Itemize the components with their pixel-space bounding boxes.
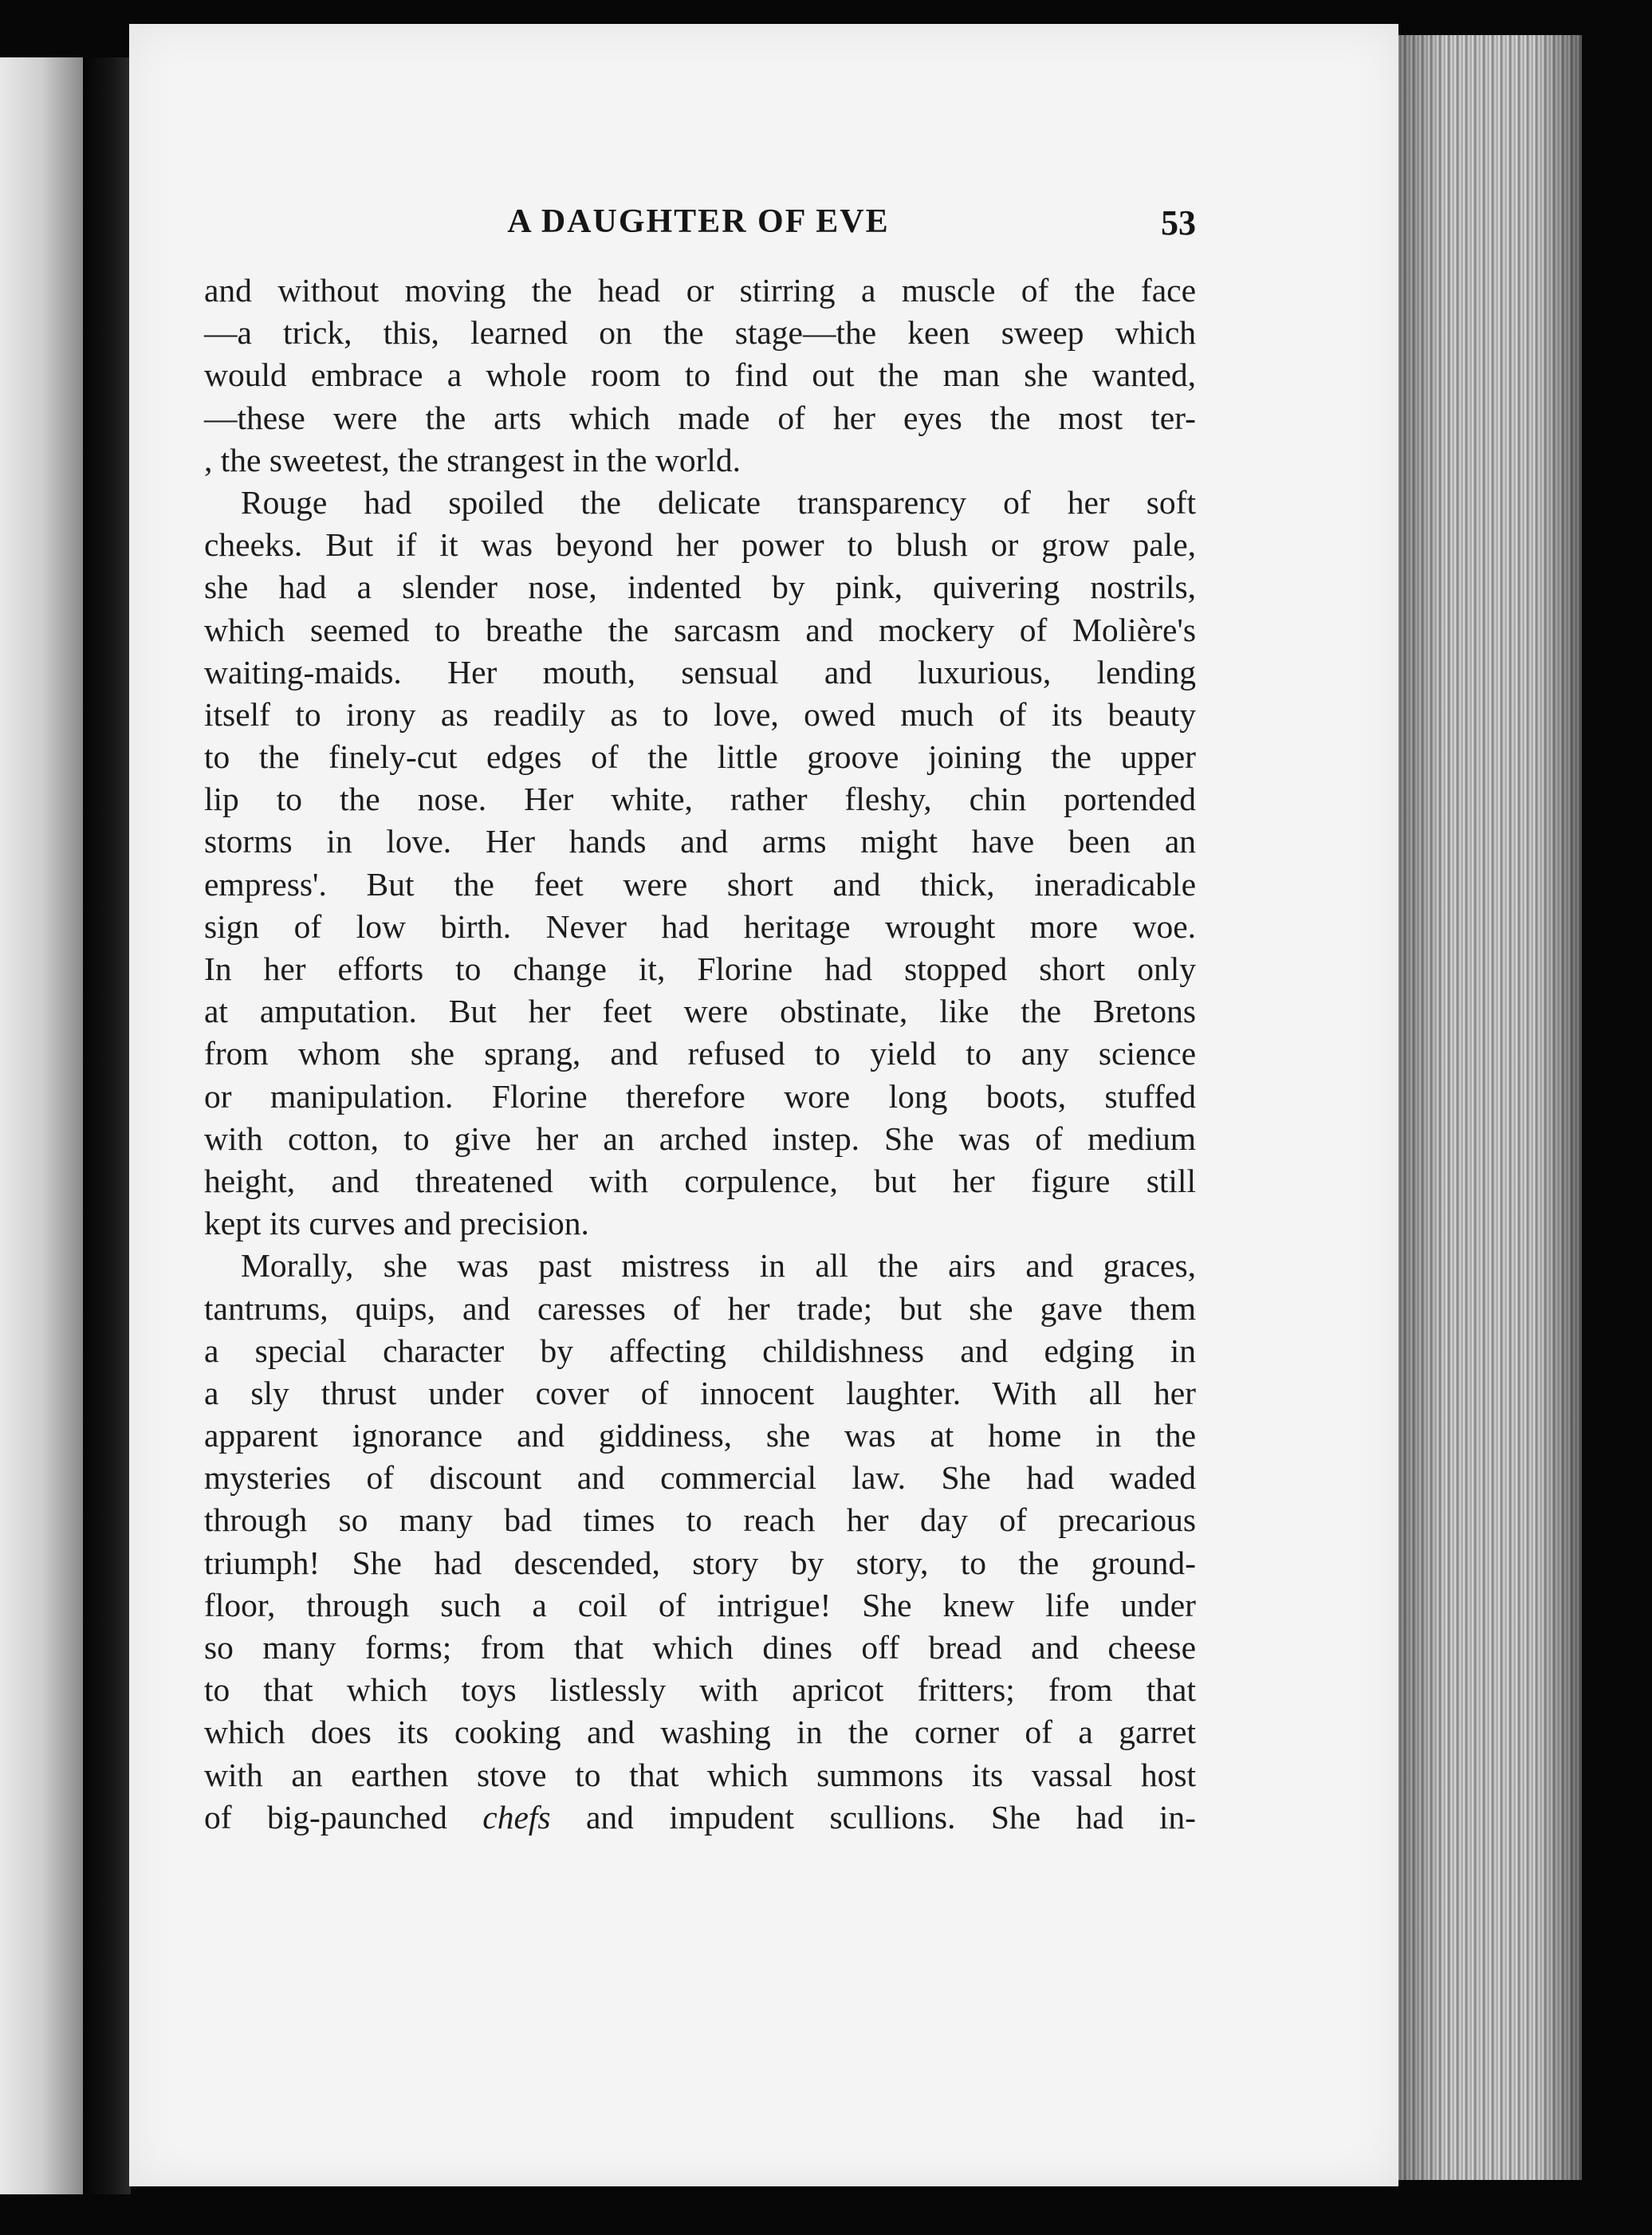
page-header	[201, 203, 1196, 250]
text-line: through so many bad times to reach her day of precarious	[204, 1501, 1196, 1539]
book-gutter	[83, 57, 131, 2194]
text-line: , the sweetest, the strangest in the world.	[204, 441, 741, 478]
text-line: kept its curves and precision.	[204, 1205, 589, 1242]
text-line: to that which toys listlessly with apricot fritters; from that	[204, 1671, 1196, 1709]
italic-word: chefs	[482, 1798, 551, 1836]
text-line: apparent ignorance and giddiness, she was at home in the	[204, 1417, 1196, 1454]
text-line: triumph! She had descended, story by story, to the ground-	[204, 1544, 1196, 1581]
text-line: —these were the arts which made of her eyes the most ter-	[204, 399, 1196, 436]
text-line: she had a slender nose, indented by pink, quivering nostrils,	[204, 569, 1196, 606]
facing-page-edge	[0, 57, 83, 2194]
text-line: itself to irony as readily as to love, owed much of its beauty	[204, 695, 1196, 733]
text-line: mysteries of discount and commercial law. She had waded	[204, 1459, 1196, 1497]
text-line: and without moving the head or stirring a muscle of the face	[204, 272, 1196, 309]
text-line: with an earthen stove to that which summons its vassal host	[204, 1756, 1196, 1793]
text-line: which does its cooking and washing in the corner of a garret	[204, 1714, 1196, 1751]
text-line: or manipulation. Florine therefore wore long boots, stuffed	[204, 1077, 1196, 1115]
text-line: —a trick, this, learned on the stage—the keen sweep which	[204, 314, 1196, 352]
text-line: empress'. But the feet were short and thick, ineradicable	[204, 865, 1196, 903]
text-line: would embrace a whole room to find out the man she wanted,	[204, 356, 1196, 394]
text-line: a special character by affecting childishness and edging in	[204, 1332, 1196, 1369]
text-line: a sly thrust under cover of innocent laughter. With all her	[204, 1374, 1196, 1411]
text-line: lip to the nose. Her white, rather fleshy, chin portended	[204, 781, 1196, 818]
text-line: so many forms; from that which dines off bread and cheese	[204, 1629, 1196, 1666]
text-line: which seemed to breathe the sarcasm and mockery of Molière's	[204, 611, 1196, 648]
text-line: to the finely-cut edges of the little groove joining the upper	[204, 738, 1196, 776]
text-line: with cotton, to give her an arched instep. She was of medium	[204, 1119, 1196, 1157]
text-line: Rouge had spoiled the delicate transparency of her soft	[241, 483, 1196, 521]
text-line: In her efforts to change it, Florine had stopped short only	[204, 950, 1196, 987]
text-line-final	[204, 1796, 1196, 1839]
text-line: Morally, she was past mistress in all the airs and graces,	[241, 1247, 1196, 1285]
running-head: A DAUGHTER OF EVE	[507, 203, 890, 240]
body-text	[204, 270, 1196, 1839]
text-line: floor, through such a coil of intrigue! She knew life under	[204, 1586, 1196, 1623]
text-line: tantrums, quips, and caresses of her trade; but she gave them	[204, 1289, 1196, 1327]
text-line: at amputation. But her feet were obstinate, like the Bretons	[204, 993, 1196, 1030]
text-line: storms in love. Her hands and arms might have been an	[204, 823, 1196, 860]
text-line: height, and threatened with corpulence, but her figure still	[204, 1162, 1196, 1199]
page-number: 53	[1161, 203, 1196, 242]
text-line: cheeks. But if it was beyond her power to blush or grow pale,	[204, 526, 1196, 564]
final-line-start: of big-paunched	[204, 1798, 483, 1836]
text-line: from whom she sprang, and refused to yield to any science	[204, 1035, 1196, 1072]
text-line: waiting-maids. Her mouth, sensual and luxurious, lending	[204, 653, 1196, 691]
text-line: sign of low birth. Never had heritage wrought more woe.	[204, 907, 1196, 945]
final-line-end: and impudent scullions. She had in-	[550, 1798, 1196, 1836]
page-block-edges	[1398, 35, 1582, 2180]
